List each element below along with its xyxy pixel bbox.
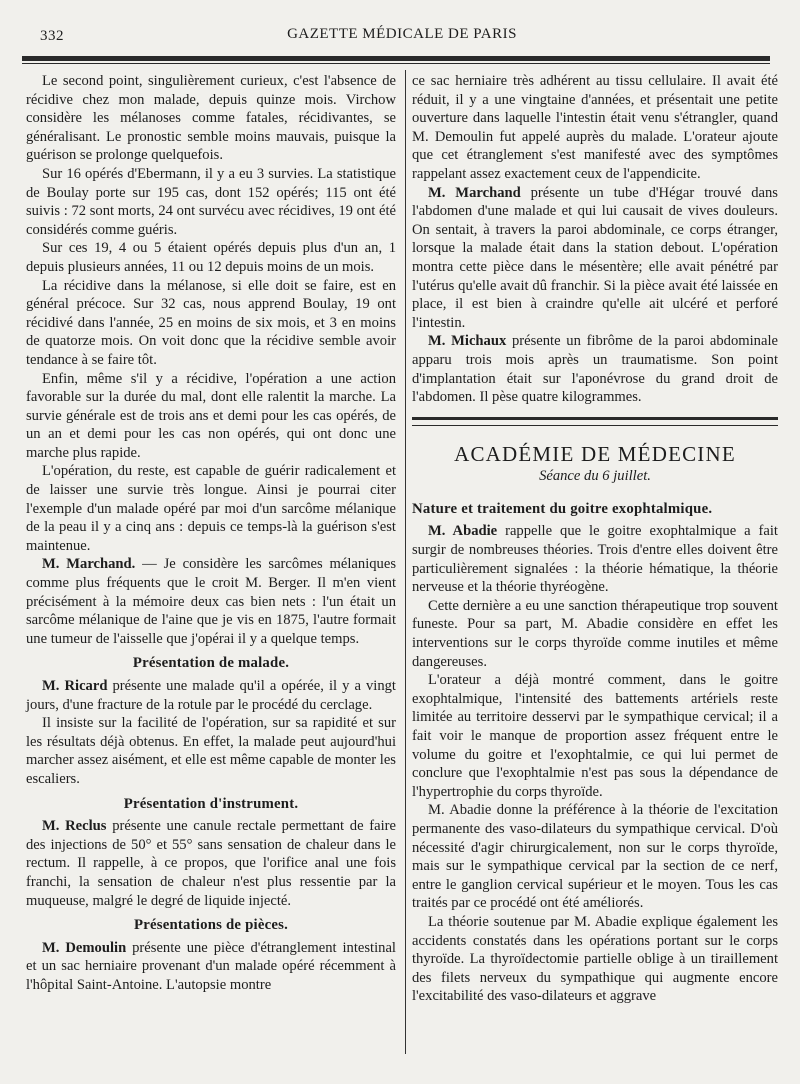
paragraph: Le second point, singulièrement curieux, c'est l'absence de récidive chez mon malade, depuis quinze mois. Virchow considère les mélanoses comme fatales, récidivantes, se généralisant. Le pronostic semble moins mauvais, puisque la guérison se prolonge quelquefois. xyxy=(26,73,396,164)
paragraph: Enfin, même s'il y a récidive, l'opération a une action favorable sur la durée du mal, dont elle ralentit la marche. La survie générale est de trois ans et demi pour les cas opérés, de un an et demi pour les cas non opérés, qui ont donc une marche plus rapide. xyxy=(26,370,396,461)
paragraph xyxy=(26,555,396,648)
header-rule-thick xyxy=(22,56,770,61)
paragraph: L'opération, du reste, est capable de guérir radicalement et de laisser une survie très longue. Ainsi je pourrai citer l'exemple d'un malade opéré par moi d'un sarcôme mélanique de la peau il y a cinq ans : depuis ce temps-là la guérison s'est maintenue. xyxy=(26,463,396,554)
paragraph-text: présente un fibrôme de la paroi abdominale apparu trois mois après un traumatisme. Son point d'implantation était sur l'aponévrose du grand droit de l'abdomen. Il pèse quatre kilogrammes. xyxy=(412,333,778,406)
paragraph xyxy=(412,332,778,406)
paragraph-text: présente une canule rectale permettant de faire des injections de 50° et 55° sans sensation de chaleur dans le rectum. Il rappelle, à ce propos, que l'orifice anal une fois franchi, la sensation de chaleur n'est plus ressentie par la muqueuse, malgré le degré de liquide injecté. xyxy=(26,818,397,909)
right-column xyxy=(412,72,778,1006)
speaker-name: M. Michaux xyxy=(428,333,507,350)
paragraph: ce sac herniaire très adhérent au tissu cellulaire. Il avait été réduit, il y a une vingtaine d'années, et présentait une petite ouverture dans laquelle l'intestin était venu s'étrangler, quand M. Demoulin fut appelé auprès du malade. L'orateur ajoute que cet étranglement s'est manifesté avec des symptômes rappelant assez exactement ceux de l'appendicite. xyxy=(412,73,778,182)
speaker-name: M. Ricard xyxy=(42,678,108,694)
column-divider xyxy=(405,70,406,1054)
speaker-name: M. Abadie xyxy=(428,523,498,540)
paragraph xyxy=(26,677,396,714)
paragraph: La récidive dans la mélanose, si elle doit se faire, est en général précoce. Sur 32 cas, nous apprend Boulay, 19 ont récidivé dans l'année, 25 en moins de six mois, et 3 en moins de quatorze mois. On voit donc que la récidive semble avoir tendance à se faire tôt. xyxy=(26,277,396,368)
page-header xyxy=(28,24,776,44)
section-rule-thick xyxy=(412,417,778,423)
speaker-name: M. Reclus xyxy=(42,818,107,835)
paragraph-text: présente une pièce d'étranglement intestinal et un sac herniaire provenant d'un malade opéré récemment à l'hôpital Saint-Antoine. L'autopsie montre xyxy=(26,939,396,993)
section-heading: Présentations de pièces. xyxy=(134,917,288,934)
paragraph: Sur ces 19, 4 ou 5 étaient opérés depuis plus d'un an, 1 depuis plusieurs années, 11 ou 12 depuis moins de un mois. xyxy=(26,240,396,275)
speaker-name: M. Marchand. xyxy=(42,556,136,573)
paragraph: Cette dernière a eu une sanction thérapeutique trop souvent funeste. Pour sa part, M. Abadie considère en effet les interventions sur le corps thyroïde comme inutiles et même dangereuses. xyxy=(412,597,778,670)
page-number: 332 xyxy=(40,28,64,44)
paragraph: Sur 16 opérés d'Ebermann, il y a eu 3 survies. La statistique de Boulay porte sur 195 cas, dont 152 opérés; 115 ont été suivis : 72 sont morts, 24 ont survécu avec récidives, 19 ont été considérés comme guéris. xyxy=(26,165,396,238)
paragraph-text: — Je considère les sarcômes mélaniques comme plus fréquents que le croit M. Berger. Il m'en vient précisément à la mémoire deux cas bien nets : l'un était un sarcôme mélanique de l'aine que je vis en 1875, l'autre formait une tumeur de l'aisselle que j'opérai il y a quelque temps. xyxy=(26,556,396,647)
speaker-name: M. Demoulin xyxy=(42,939,127,956)
paragraph xyxy=(26,817,396,910)
paragraph-text: présente une malade qu'il a opérée, il y a vingt jours, d'une fracture de la rotule par le procédé du cerclage. xyxy=(26,678,396,713)
journal-title: GAZETTE MÉDICALE DE PARIS xyxy=(287,26,517,42)
paragraph xyxy=(412,522,778,596)
section-heading: Présentation d'instrument. xyxy=(123,795,299,812)
paragraph xyxy=(26,939,396,995)
speaker-name: M. Marchand xyxy=(428,184,521,201)
section-subtitle: Séance du 6 juillet. xyxy=(539,468,651,485)
left-column xyxy=(26,72,396,995)
paragraph: Il insiste sur la facilité de l'opération, sur sa rapidité et sur les résultats déjà obtenus. En effet, la malade peut aujourd'hui marcher assez aisément, et elle est même capable de monter les escaliers. xyxy=(26,715,396,787)
section-heading: Présentation de malade. xyxy=(132,655,290,672)
paragraph-text: rappelle que le goitre exophtalmique a fait surgir de nombreuses théories. Trois d'entre elles doivent être particulièrement signalées : la théorie hématique, la théorie nerveuse et la théorie thyréogène. xyxy=(412,523,778,596)
paragraph: M. Abadie donne la préférence à la théorie de l'excitation permanente des vaso-dilateurs du sympathique cervical. D'où nécessité d'agir chirurgicalement, non sur le corps thyroïde, mais sur le sympathique cervical par la section de ce nerf, entre le ganglion cervical supérieur et le moyen. Tous les cas traités par ce procédé ont été améliorés. xyxy=(412,802,778,912)
section-title: ACADÉMIE DE MÉDECINE xyxy=(454,441,736,466)
paragraph xyxy=(412,184,778,333)
header-rule-thin xyxy=(22,63,770,64)
paragraph: L'orateur a déjà montré comment, dans le goitre exophtalmique, l'intensité des battements artériels reste limitée au territoire desservi par le sympathique cervical; il a fait voir le manque de proportion assez fréquent entre le volume du goitre et l'exophtalmie, ce qui lui permet de conclure que l'exophtalmie n'est pas sous la dépendance de l'hypertrophie du corps thyroïde. xyxy=(412,672,778,800)
paragraph: La théorie soutenue par M. Abadie explique également les accidents constatés dans les opérations portant sur le corps thyroïde. La thyroïdectomie partielle oblige à un tiraillement des filets nerveux du sympathique qui augmente encore l'excitabilité des vaso-dilateurs et aggrave xyxy=(412,913,778,1005)
section-rule-thin xyxy=(412,425,778,427)
article-heading: Nature et traitement du goitre exophtalmique. xyxy=(412,500,713,517)
paragraph-text: présente un tube d'Hégar trouvé dans l'abdomen d'une malade et qui lui causait de vives douleurs. On sentait, à travers la paroi abdominale, ce corps étranger, lorsque la malade était dans la station debout. L'opération montra cette pièce dans le mésentère; elle avait pénétré par l'utérus qu'elle avait dû franchir. Si la pièce avait été laissée en place, il est bien à craindre qu'elle ait ulcéré et perforé l'intestin. xyxy=(412,184,778,331)
